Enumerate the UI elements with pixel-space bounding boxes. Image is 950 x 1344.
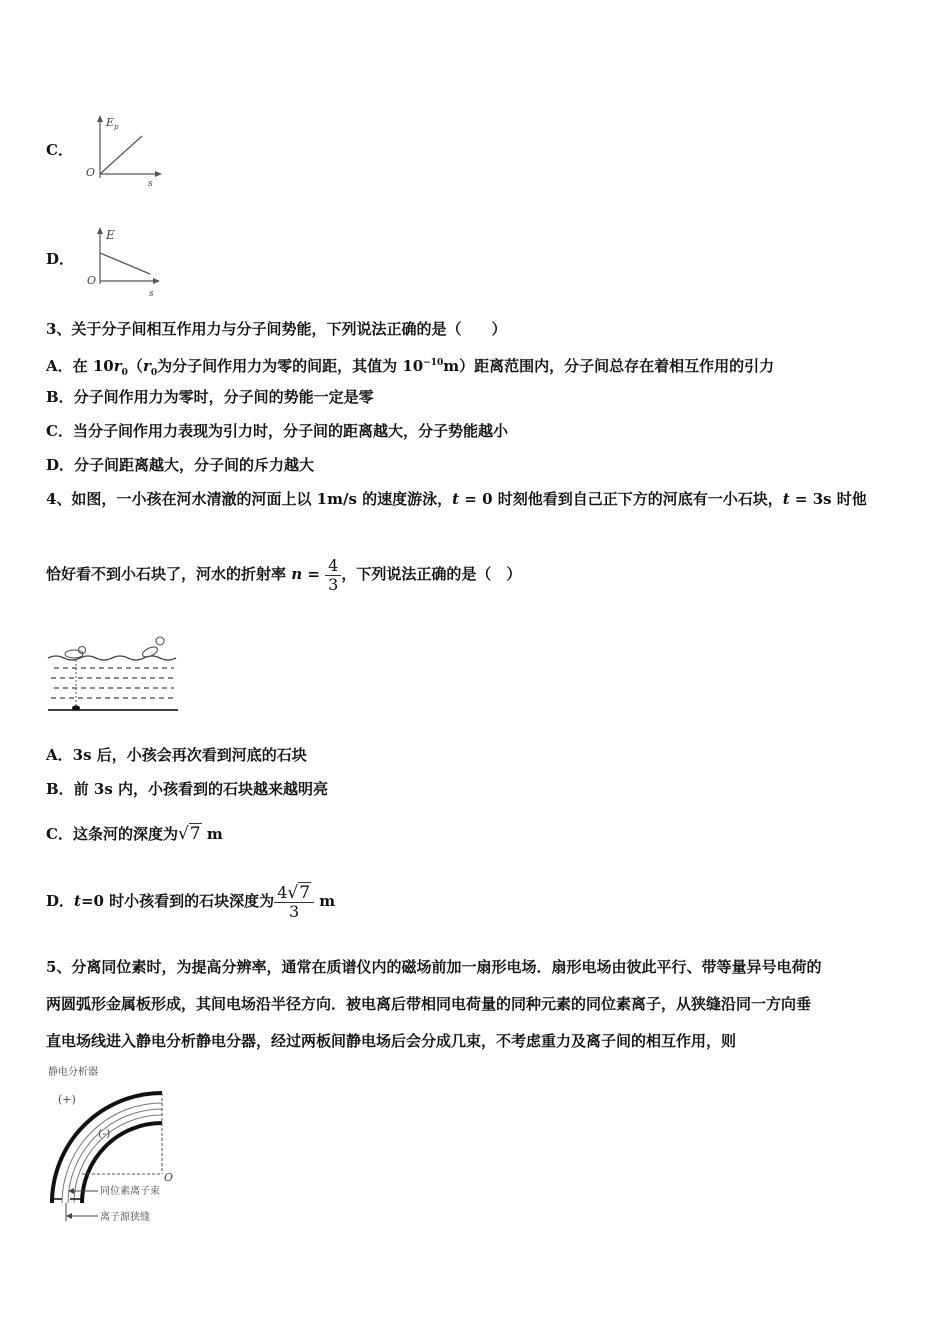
electrostatic-analyzer-figure <box>40 1063 200 1233</box>
q4-option-b: B．前 3s 内，小孩看到的石块越来越明亮 <box>46 780 329 798</box>
q5-stem-line2: 两圆弧形金属板形成，其间电场沿半径方向．被电离后带相同电荷量的同种元素的同位素离子，从狭缝沿同一方向垂 <box>46 995 812 1013</box>
depth-fraction: $\frac{4√7}{3}$ <box>274 884 314 921</box>
q3-option-d: D．分子间距离越大，分子间的斥力越大 <box>46 456 315 474</box>
graph-c-origin: O <box>86 166 96 179</box>
graph-d-y-label: E <box>106 228 115 242</box>
graph-c-curve <box>100 136 142 174</box>
q5-stem-line1: 5、分离同位素时，为提高分辨率，通常在质谱仪内的磁场前加一扇形电场．扇形电场由彼此平行、带等量异号电荷的 <box>46 958 822 976</box>
isotope-beam-label: 同位素离子束 <box>100 1186 160 1197</box>
graph-d-curve <box>100 253 150 274</box>
child-start-icon <box>65 647 86 659</box>
minus-plate-label: (-) <box>98 1127 111 1140</box>
child-later-icon <box>141 637 164 659</box>
refractive-index-fraction: $\frac{4}{3}$ <box>325 557 341 594</box>
q3-stem: 3、关于分子间相互作用力与分子间势能，下列说法正确的是（ ） <box>46 320 507 338</box>
q3-option-b: B．分子间作用力为零时，分子间的势能一定是零 <box>46 388 374 406</box>
graph-c-y-arrow <box>97 115 103 122</box>
graph-d-x-arrow <box>153 278 160 284</box>
graph-c-x-arrow <box>155 171 162 177</box>
graph-c-y-label: $E_p$ <box>106 116 119 131</box>
river-figure <box>46 632 181 718</box>
graph-d-x-label: s <box>149 289 154 299</box>
q3-option-a: A．在 $10r_0(r_0$为分子间作用力为零的间距，其值为 $10^{-10}m$）距离范围内，分子间总存在着相互作用的引力 <box>46 357 775 378</box>
option-c-label: C． <box>46 141 73 159</box>
water-dashes <box>51 668 174 698</box>
option-d-label: D． <box>46 250 75 268</box>
graph-c-x-label: s <box>148 179 153 189</box>
q4-stem-line2: 恰好看不到小石块了，河水的折射率 n = $\frac{4}{3}$ ，下列说法正确的是（ ） <box>46 555 522 594</box>
graph-c-ep-vs-s <box>80 112 170 192</box>
q3-option-c: C．当分子间作用力表现为引力时，分子间的距离越大，分子势能越小 <box>46 422 508 440</box>
analyzer-title: 静电分析器 <box>48 1067 98 1078</box>
slit-pointer-head <box>66 1213 72 1219</box>
ion-source-slit-label: 离子源狭缝 <box>100 1212 150 1223</box>
q5-stem-line3: 直电场线进入静电分析静电分器，经过两板间静电场后会分成几束，不考虑重力及离子间的相互作用，则 <box>46 1032 737 1050</box>
sqrt-7: √7 <box>177 824 201 844</box>
q4-stem-line1: 4、如图，一小孩在河水清澈的河面上以 1m/s 的速度游泳，t = 0 时刻他看到自己正下方的河底有一小石块，t = 3s 时他 <box>46 490 867 508</box>
plus-plate-label: (+) <box>58 1093 76 1106</box>
graph-d-e-vs-s <box>80 224 170 304</box>
center-origin: O <box>164 1171 174 1184</box>
q4-option-d: D．t=0 时小孩看到的石块深度为 $\frac{4√7}{3}$ m <box>46 882 336 921</box>
graph-d-y-arrow <box>97 227 103 234</box>
q4-option-c: C．这条河的深度为√7 m <box>46 824 223 844</box>
graph-d-origin: O <box>87 274 97 287</box>
q4-option-a: A．3s 后，小孩会再次看到河底的石块 <box>46 746 307 764</box>
stone-icon <box>72 706 80 711</box>
